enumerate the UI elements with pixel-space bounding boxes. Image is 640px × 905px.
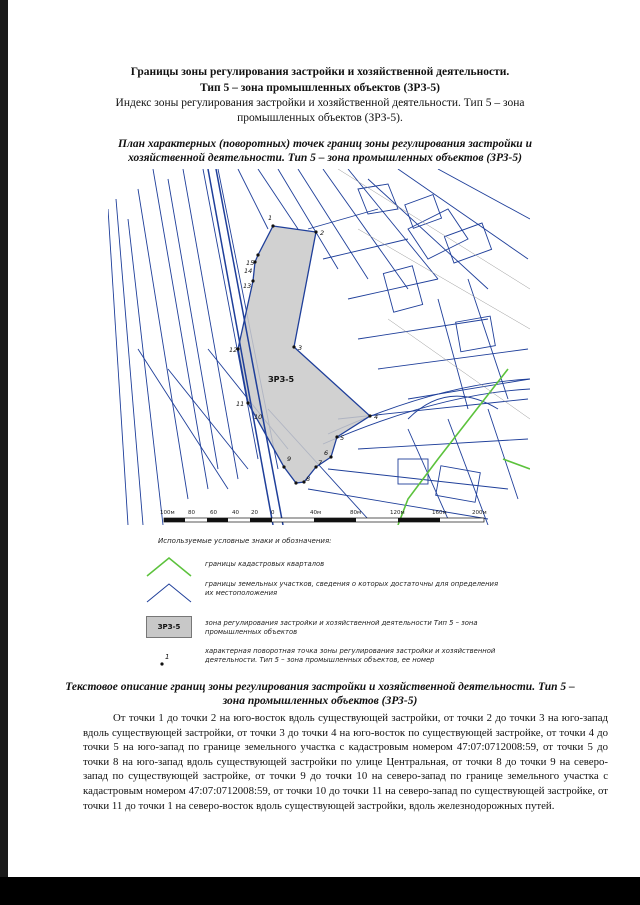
- scale-label: 60: [210, 510, 217, 516]
- description-title: Текстовое описание границ зоны регулирования застройки и хозяйственной деятельности. Тип 5 – зона промышленных объектов (ЗРЗ-5): [65, 681, 575, 707]
- legend-item-zone: зона регулирования застройки и хозяйственной деятельности Тип 5 – зона промышленных объектов: [205, 619, 478, 636]
- point-label-2: 2: [320, 229, 325, 237]
- description-body: От точки 1 до точки 2 на юго-восток вдоль существующей застройки, от точки 2 до точки 3 на юго-запад вдоль существующей застройки, от точки 3 до точки 4 на юго-восток по существующей застройке, от точки 4 до точки 5 на юго-запад по границе земельного участка с кадастровым номером 47:07:0712008:59, от точки 5 до точки 8 на юго-запад вдоль существующей застройки по улице Центральная, от точки 8 до точки 9 на северо-запад по существующей застройке, от точки 9 до точки 10 на северо-запад по границе земельного участка с кадастровым номером 47:07:0712008:59, от точки 10 до точки 11 на северо-запад по существующей застройке, от точки 11 до точки 1 на северо-восток вдоль существующей застройки, вдоль железнодорожных путей.: [83, 712, 608, 812]
- zone-label: ЗРЗ-5: [268, 375, 295, 384]
- point-label-9: 9: [287, 455, 292, 463]
- scale-label: 200м: [472, 510, 487, 516]
- point-label-6: 6: [324, 449, 329, 457]
- scale-bar: [150, 508, 490, 530]
- document-title: Границы зоны регулирования застройки и хозяйственной деятельности.: [130, 66, 510, 78]
- point-label-7: 7: [318, 459, 323, 467]
- legend-item-land-plot: границы земельных участков, сведения о которых достаточны для определения их местоположения: [205, 580, 499, 597]
- scan-bottom-edge: [0, 877, 640, 905]
- point-label-8: 8: [306, 475, 311, 483]
- legend-item-point: характерная поворотная точка зоны регулирования застройки и хозяйственной деятельности. Тип 5 – зона промышленных объектов, ее номер: [205, 647, 496, 664]
- point-label-12: 12: [229, 346, 238, 354]
- scale-label: 100м: [160, 510, 175, 516]
- scale-label: 0: [271, 510, 275, 516]
- point-label-3: 3: [298, 344, 303, 352]
- point-label-14: 14: [244, 267, 253, 275]
- scale-label: 160м: [432, 510, 447, 516]
- plan-title: План характерных (поворотных) точек границ зоны регулирования застройки и хозяйственной деятельности. Тип 5 – зона промышленных объектов (ЗРЗ-5): [118, 138, 532, 164]
- point-label-11: 11: [236, 400, 245, 408]
- document-subtitle: Индекс зоны регулирования застройки и хозяйственной деятельности. Тип 5 – зона промышленных объектов (ЗРЗ-5).: [115, 97, 525, 124]
- scale-label: 40: [232, 510, 239, 516]
- document-title-zone: Тип 5 – зона промышленных объектов (ЗРЗ-5): [199, 82, 441, 94]
- cadastral-quarter-symbol: [145, 554, 193, 578]
- zone-map: [108, 169, 530, 525]
- legend-title: Используемые условные знаки и обозначения:: [158, 537, 332, 545]
- turn-point-symbol-label: 1: [165, 653, 170, 661]
- land-plot-symbol: [145, 580, 193, 604]
- point-label-4: 4: [374, 413, 379, 421]
- point-label-5: 5: [340, 434, 345, 442]
- scale-label: 80м: [350, 510, 362, 516]
- zone-symbol: ЗРЗ-5: [146, 616, 192, 638]
- point-label-15: 15: [246, 259, 255, 267]
- point-label-1: 1: [268, 214, 273, 222]
- point-label-13: 13: [243, 282, 252, 290]
- scan-edge: [0, 0, 8, 905]
- scale-label: 80: [188, 510, 195, 516]
- turn-point-symbol: [158, 650, 178, 670]
- scale-label: 40м: [310, 510, 322, 516]
- scale-label: 20: [251, 510, 258, 516]
- point-label-10: 10: [254, 413, 263, 421]
- scale-label: 120м: [390, 510, 405, 516]
- legend-item-cadastral: границы кадастровых кварталов: [205, 560, 325, 568]
